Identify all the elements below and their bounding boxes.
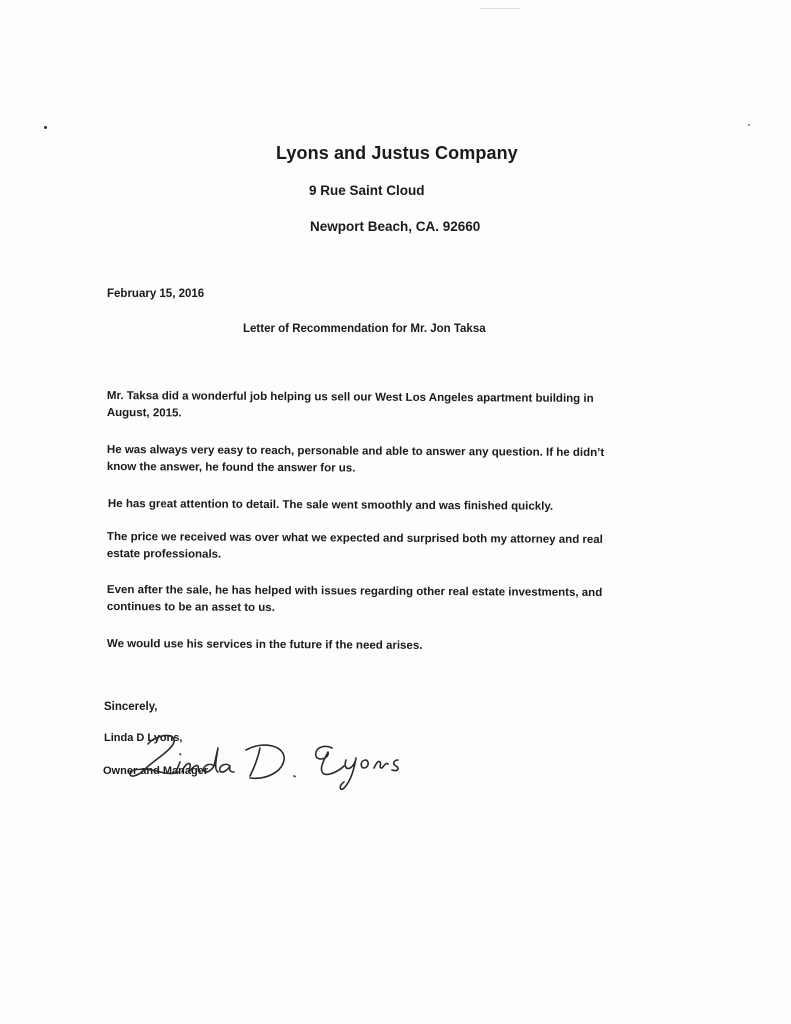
letter-date: February 15, 2016: [107, 288, 205, 300]
body-paragraph: He was always very easy to reach, personable and able to answer any question. If he didn’t know the answer, he found the answer for us.: [106, 443, 605, 475]
company-name: Lyons and Justus Company: [276, 143, 518, 163]
scan-mark: [480, 8, 520, 9]
signer-name: Linda D Lyons,: [104, 732, 183, 744]
company-city: Newport Beach, CA. 92660: [310, 219, 481, 234]
signer-title: Owner and Manager: [103, 765, 209, 777]
body-paragraph: Even after the sale, he has helped with issues regarding other real estate investments, and continues to be an asset to us.: [106, 583, 603, 615]
body-paragraph: He has great attention to detail. The sale went smoothly and was finished quickly.: [107, 497, 554, 513]
scan-speck: [44, 126, 47, 129]
closing: Sincerely,: [104, 701, 158, 713]
handwritten-signature: [118, 726, 418, 796]
body-paragraph: We would use his services in the future if the need arises.: [106, 637, 423, 652]
body-paragraph: The price we received was over what we expected and surprised both my attorney and real estate professionals.: [106, 530, 603, 561]
body-paragraph: Mr. Taksa did a wonderful job helping us sell our West Los Angeles apartment building in August, 2015.: [106, 389, 594, 420]
letter-subject: Letter of Recommendation for Mr. Jon Taksa: [243, 323, 486, 335]
scan-speck: [748, 124, 750, 126]
company-street: 9 Rue Saint Cloud: [309, 183, 425, 198]
